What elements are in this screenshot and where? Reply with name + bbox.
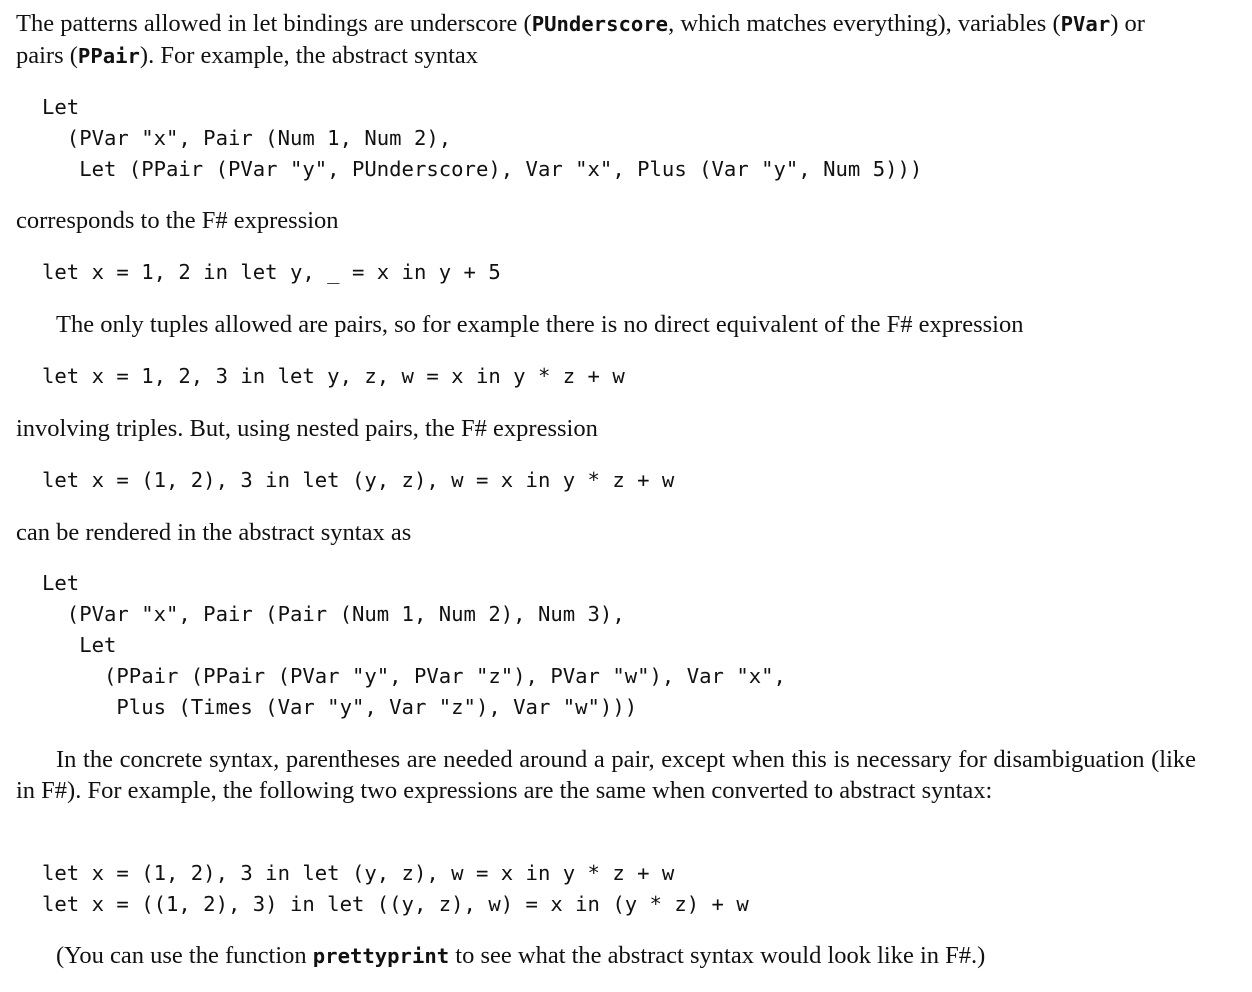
text-run: to see what the abstract syntax would look like in F#.): [449, 942, 986, 969]
paragraph-prettyprint: [56, 940, 1196, 972]
code-block-abstract-syntax-2: [42, 568, 786, 723]
text-run: (You can use the function: [56, 942, 313, 969]
text-run: The patterns allowed in let bindings are underscore (: [16, 10, 532, 37]
code-line: let x = 1, 2, 3 in let y, z, w = x in y * z + w: [42, 364, 625, 388]
code-block-fsharp-nested: [42, 465, 674, 496]
code-line: Let: [42, 95, 80, 119]
code-block-fsharp-1: [42, 257, 501, 288]
code-line: (PVar "x", Pair (Pair (Num 1, Num 2), Num 3),: [42, 602, 625, 626]
code-line: Plus (Times (Var "y", Var "z"), Var "w"))): [42, 695, 638, 719]
code-line: let x = (1, 2), 3 in let (y, z), w = x in y * z + w: [42, 468, 675, 492]
code-line: let x = ((1, 2), 3) in let ((y, z), w) = x in (y * z) + w: [42, 892, 749, 916]
inline-code-ppair: PPair: [77, 44, 140, 68]
inline-code-pvar: PVar: [1060, 12, 1111, 36]
code-block-abstract-syntax-1: [42, 92, 922, 185]
paragraph-tuples: The only tuples allowed are pairs, so for example there is no direct equivalent of the F# expression: [56, 311, 1024, 338]
text-run: ). For example, the abstract syntax: [139, 42, 479, 69]
code-line: (PVar "x", Pair (Num 1, Num 2),: [42, 126, 452, 150]
paragraph-involving-triples: involving triples. But, using nested pairs, the F# expression: [16, 415, 598, 442]
paragraph-rendered: can be rendered in the abstract syntax as: [16, 519, 412, 546]
code-line: Let (PPair (PVar "y", PUnderscore), Var "x", Plus (Var "y", Num 5))): [42, 157, 923, 181]
code-block-fsharp-triples: [42, 361, 625, 392]
paragraph-patterns: [16, 8, 1196, 72]
code-block-equivalent-expressions: [42, 858, 749, 920]
code-line: Let: [42, 633, 117, 657]
inline-code-prettyprint: prettyprint: [312, 944, 450, 968]
paragraph-concrete-syntax: In the concrete syntax, parentheses are needed around a pair, except when this is necessary for disambiguation (like in F#). For example, the following two expressions are the same when converted to abstract syntax:: [16, 746, 1196, 804]
paragraph-corresponds: corresponds to the F# expression: [16, 207, 339, 234]
code-line: Let: [42, 571, 80, 595]
text-run: ) or pairs (: [16, 10, 1145, 69]
text-run: , which matches everything), variables (: [668, 10, 1061, 37]
code-line: let x = (1, 2), 3 in let (y, z), w = x in y * z + w: [42, 861, 675, 885]
inline-code-punderscore: PUnderscore: [531, 12, 669, 36]
code-line: let x = 1, 2 in let y, _ = x in y + 5: [42, 260, 501, 284]
code-line: (PPair (PPair (PVar "y", PVar "z"), PVar "w"), Var "x",: [42, 664, 786, 688]
